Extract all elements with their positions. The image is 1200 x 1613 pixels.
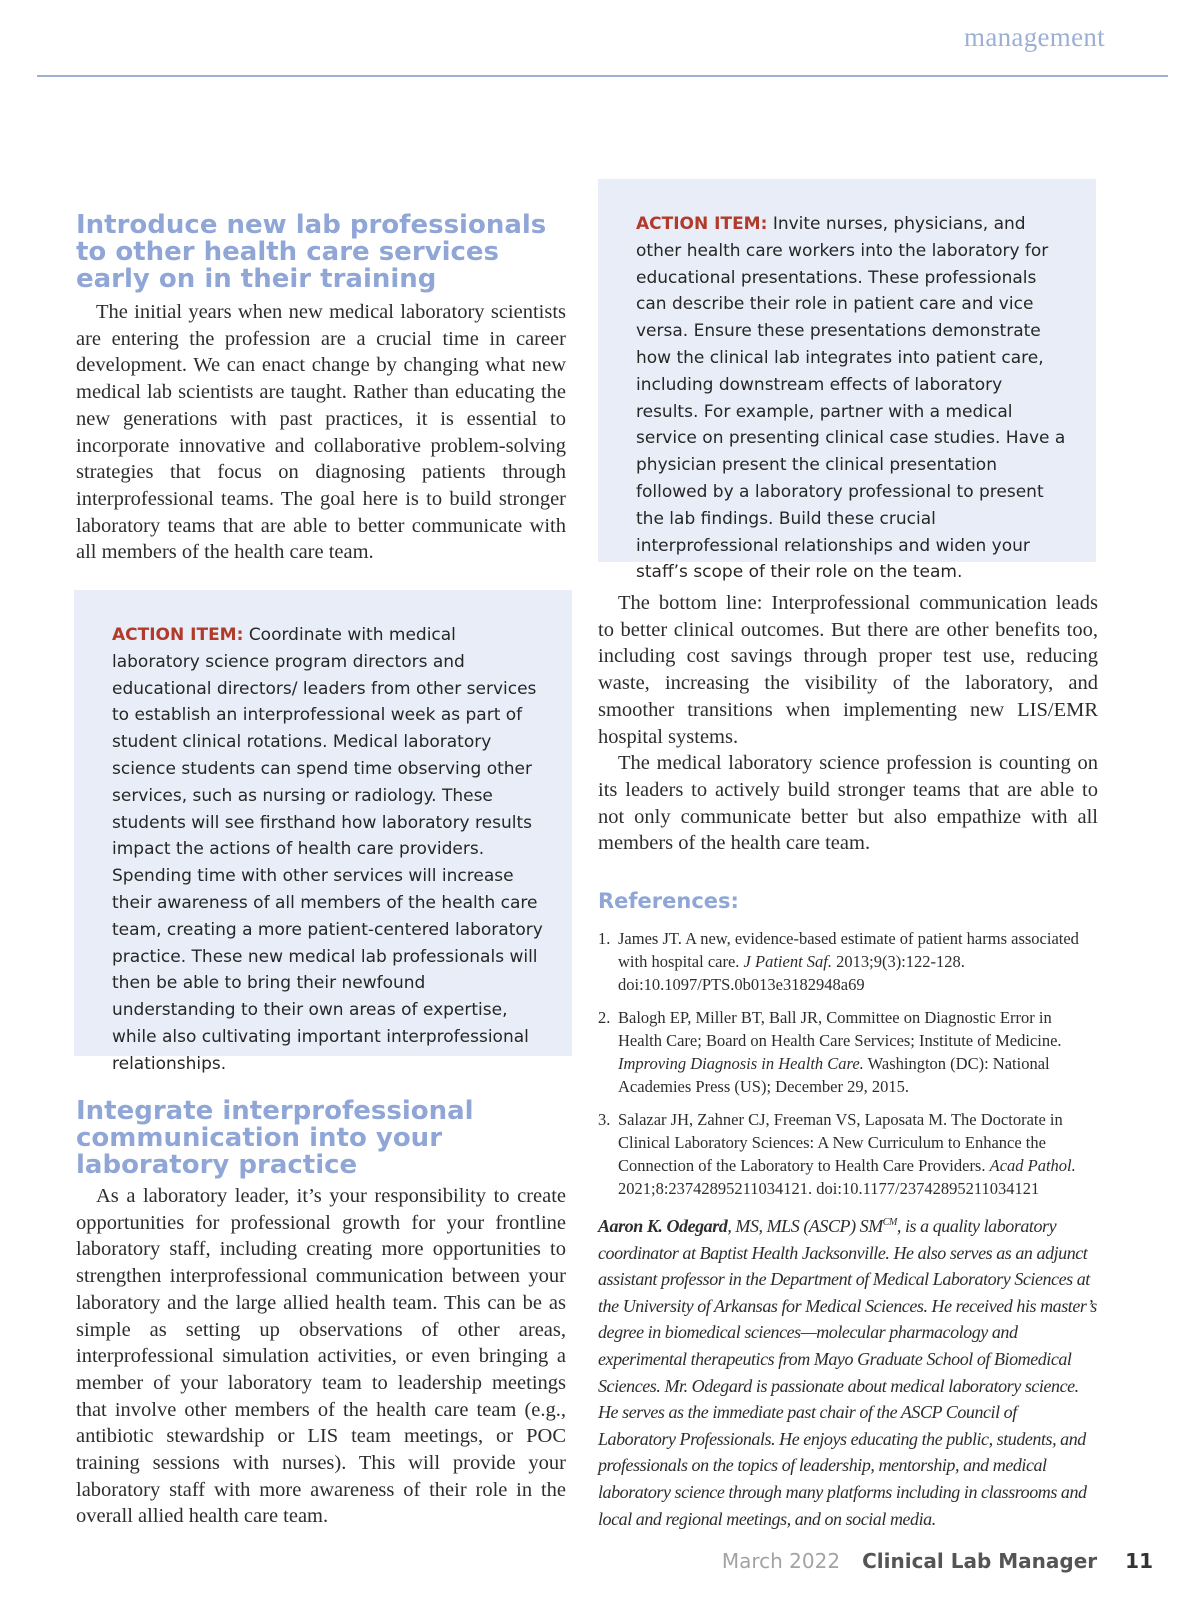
action-item-body: Invite nurses, physicians, and other health care workers into the laboratory for educational presentations. These professionals can describe their role in patient care and vice versa. Ensure these presentations demonstrate how the clinical lab integrates into patient care, including downstream effects of laboratory results. For example, partner with a medical service on presenting clinical case studies. Have a physician present the clinical presentation followed by a laboratory professional to present the lab findings. Build these crucial interprofessional relationships and widen your staff’s scope of their role on the team.: [636, 214, 1066, 583]
reference-number: 3.: [598, 1110, 611, 1130]
section-tag: management: [964, 22, 1105, 52]
heading-integrate: Integrate interprofessional communication into your laboratory practice: [76, 1096, 474, 1180]
left-column-bottom: [76, 1098, 566, 1530]
integrate-body: [76, 1183, 566, 1530]
reference-details: Washington (DC): National Academies Press (US); December 29, 2015.: [618, 1054, 1050, 1097]
reference-journal: J Patient Saf.: [743, 952, 832, 972]
action-item-right-text: [636, 211, 1068, 586]
reference-number: 2.: [598, 1008, 611, 1028]
reference-item: [598, 927, 1098, 996]
action-item-body: Coordinate with medical laboratory science program directors and educational directors/ leaders from other services to establish an interprofessional week as part of student clinical rotations. Medical laboratory science students can spend time observing other services, such as nursing or radiology. These students will see firsthand how laboratory results impact the actions of health care providers. Spending time with other services will increase their awareness of all members of the health care team, creating a more patient-centered laboratory practice. These new medical lab professionals will then be able to bring their newfound understanding to their own areas of expertise, while also cultivating important interprofessional relationships.: [112, 625, 543, 1074]
page-number: 11: [1125, 1549, 1153, 1573]
reference-item: [598, 1108, 1098, 1200]
issue-date: March 2022: [721, 1549, 841, 1573]
author-bio: [598, 1210, 1098, 1532]
action-item-label: ACTION ITEM:: [112, 625, 244, 645]
reference-text: Balogh EP, Miller BT, Ball JR, Committee on Diagnostic Error in Health Care; Board on Health Care Services; Institute of Medicine.: [618, 1008, 1062, 1051]
reference-text: James JT. A new, evidence-based estimate of patient harms associated with hospital care.: [618, 929, 1079, 972]
profession-paragraph: The medical laboratory science profession is counting on its leaders to actively build stronger teams that are able to not only communicate better but also empathize with all members of the health care team.: [598, 752, 1098, 855]
reference-details: 2013;9(3):122-128. doi:10.1097/PTS.0b013e3182948a69: [618, 952, 965, 995]
reference-item: [598, 1006, 1098, 1098]
page-footer: [722, 1549, 1153, 1573]
reference-text: Salazar JH, Zahner CJ, Freeman VS, Laposata M. The Doctorate in Clinical Laboratory Sciences: A New Curriculum to Enhance the Connection of the Laboratory to Health Care Providers.: [618, 1110, 1063, 1176]
reference-journal: Acad Pathol.: [989, 1156, 1076, 1176]
bottom-line-body: [598, 590, 1098, 857]
integrate-paragraph: As a laboratory leader, it’s your responsibility to create opportunities for professional growth for your frontline laboratory staff, including creating more opportunities to strengthen interprofessional communication between your laboratory and the large allied health team. This can be as simple as setting up observations of other areas, interprofessional simulation activities, or even bringing a member of your laboratory team to leadership meetings that involve other members of the health care team (e.g., antibiotic stewardship or LIS team meetings, or POC training sessions with nurses). This will provide your laboratory staff with more awareness of their role in the overall allied health care team.: [76, 1185, 566, 1528]
intro-paragraph: The initial years when new medical laboratory scientists are entering the profession are a crucial time in career development. We can enact change by changing what new medical lab scientists are taught. Rather than educating the new generations with past practices, it is essential to incorporate innovative and collaborative problem-solving strategies that focus on diagnosing patients through interprofessional teams. The goal here is to build stronger laboratory teams that are able to better communicate with all members of the health care team.: [76, 301, 566, 564]
reference-details: 2021;8:23742895211034121. doi:10.1177/23742895211034121: [618, 1179, 1040, 1199]
references-heading: References:: [598, 889, 739, 914]
action-item-box-right: [598, 179, 1096, 583]
action-item-label: ACTION ITEM:: [636, 214, 768, 234]
left-column-top: [76, 212, 566, 566]
reference-number: 1.: [598, 929, 611, 949]
magazine-title: Clinical Lab Manager: [862, 1549, 1098, 1573]
reference-list: [598, 927, 1098, 1200]
action-item-box-left: [74, 590, 572, 1074]
intro-body: [76, 299, 566, 566]
reference-journal: Improving Diagnosis in Health Care.: [618, 1054, 864, 1074]
header-rule: [37, 75, 1168, 77]
right-column-text: [598, 590, 1098, 1532]
author-credentials: , MS, MLS (ASCP) SM: [727, 1216, 883, 1237]
heading-introduce: Introduce new lab professionals to other health care services early on in their training: [76, 210, 547, 294]
bottom-line-paragraph: The bottom line: Interprofessional communication leads to better clinical outcomes. But there are other benefits too, including cost savings through proper test use, reducing waste, increasing the visibility of the laboratory, and smoother transitions when implementing new LIS/EMR hospital systems.: [598, 592, 1098, 748]
author-bio-text: , is a quality laboratory coordinator at Baptist Health Jacksonville. He also serves as an adjunct assistant professor in the Department of Medical Laboratory Sciences at the University of Arkansas for Medical Sciences. He received his master’s degree in biomedical sciences—molecular pharmacology and experimental therapeutics from Mayo Graduate School of Biomedical Sciences. Mr. Odegard is passionate about medical laboratory science. He serves as the immediate past chair of the ASCP Council of Laboratory Professionals. He enjoys educating the public, students, and professionals on the topics of leadership, mentorship, and medical laboratory science through many platforms including in classrooms and local and regional meetings, and on social media.: [598, 1216, 1097, 1529]
action-item-left-text: [112, 622, 544, 1078]
author-name: Aaron K. Odegard: [598, 1216, 728, 1237]
author-credentials-superscript: CM: [882, 1217, 897, 1229]
